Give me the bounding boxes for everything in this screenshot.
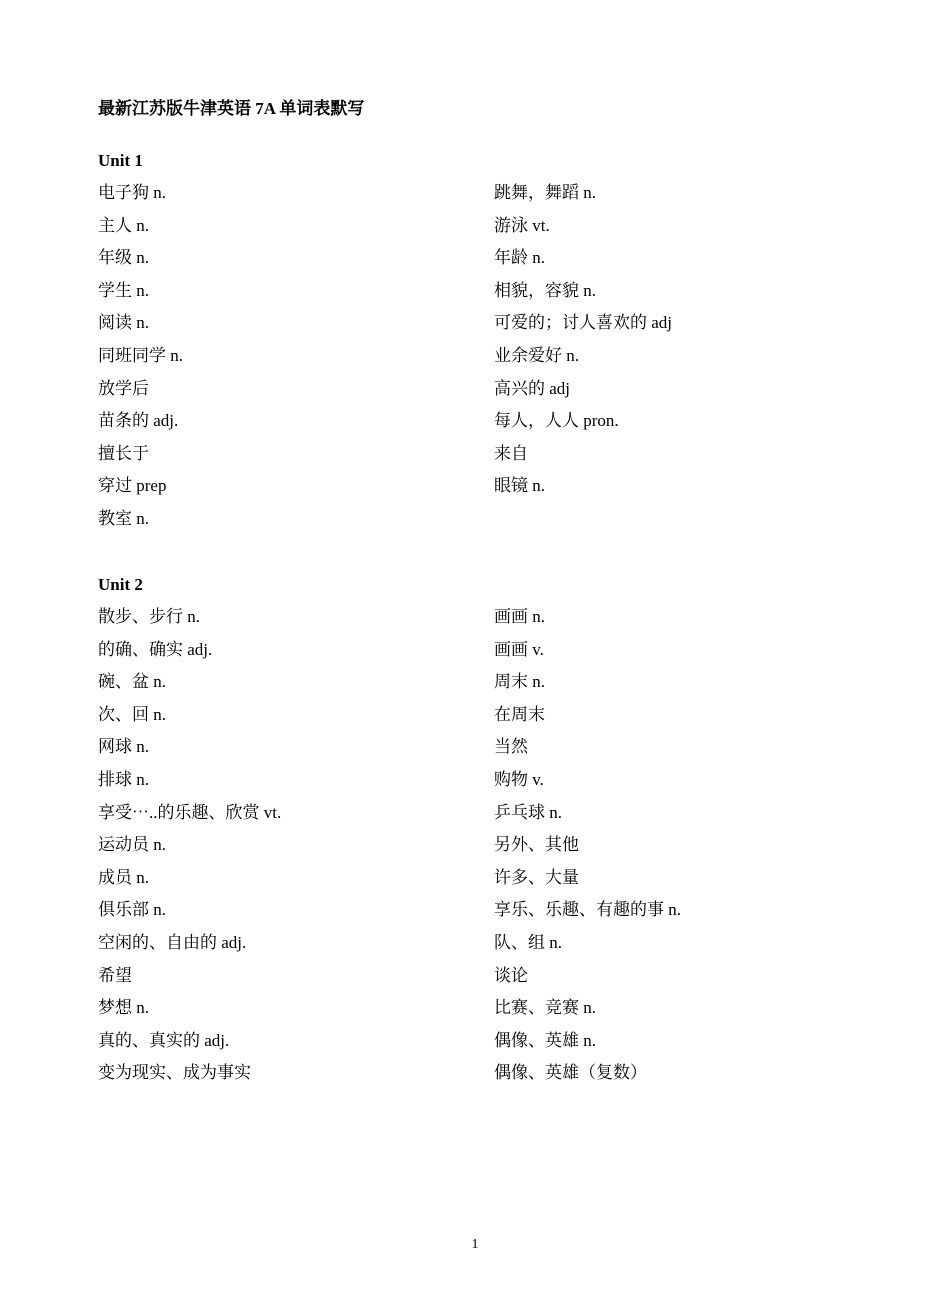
word-item: 享乐、乐趣、有趣的事 n. — [494, 900, 681, 920]
word-item: 偶像、英雄（复数） — [494, 1063, 647, 1083]
word-item: 画画 v. — [494, 639, 544, 659]
word-item: 乒乓球 n. — [494, 802, 562, 822]
word-item: 俱乐部 n. — [98, 900, 166, 920]
unit-1-word-list — [98, 182, 858, 541]
word-item: 年龄 n. — [494, 248, 545, 268]
word-item: 可爱的；讨人喜欢的 adj — [494, 313, 673, 333]
word-item: 享受⋯..的乐趣、欣赏 vt. — [98, 802, 282, 822]
word-item: 空闲的、自由的 adj. — [98, 932, 247, 952]
word-item: 周末 n. — [494, 672, 545, 692]
word-item: 相貌，容貌 n. — [494, 280, 596, 300]
word-item: 变为现实、成为事实 — [98, 1063, 251, 1083]
word-item: 每人，人人 pron. — [494, 411, 619, 431]
unit-2-section — [98, 574, 858, 1095]
word-item: 来自 — [494, 443, 528, 463]
page-number: 1 — [471, 1237, 479, 1252]
word-item: 队、组 n. — [494, 932, 562, 952]
unit-1-heading: Unit 1 — [98, 151, 143, 170]
word-item: 放学后 — [98, 378, 149, 398]
word-item: 购物 v. — [494, 769, 544, 789]
word-item: 电子狗 n. — [98, 183, 166, 202]
unit-1-section — [98, 150, 858, 541]
word-item: 运动员 n. — [98, 835, 166, 855]
unit-2-word-list — [98, 606, 858, 1095]
word-item: 次、回 n. — [98, 704, 166, 724]
unit-2-heading: Unit 2 — [98, 575, 143, 594]
word-item: 另外、其他 — [494, 835, 579, 855]
word-item: 高兴的 adj — [494, 378, 571, 398]
document-title: 最新江苏版牛津英语 7A 单词表默写 — [98, 99, 365, 118]
word-item: 眼镜 n. — [494, 476, 545, 496]
word-item: 许多、大量 — [494, 867, 579, 887]
word-item: 阅读 n. — [98, 313, 149, 333]
word-item: 穿过 prep — [98, 476, 167, 496]
word-item: 教室 n. — [98, 508, 149, 528]
word-item: 主人 n. — [98, 215, 149, 235]
word-item: 同班同学 n. — [98, 345, 183, 365]
word-item: 谈论 — [494, 965, 528, 985]
word-item: 当然 — [494, 737, 528, 757]
word-item-empty — [494, 508, 858, 541]
word-item: 年级 n. — [98, 248, 149, 268]
word-item: 画画 n. — [494, 607, 545, 626]
word-item: 学生 n. — [98, 280, 149, 300]
word-item: 散步、步行 n. — [98, 607, 200, 626]
word-item: 苗条的 adj. — [98, 411, 179, 431]
word-item: 排球 n. — [98, 769, 149, 789]
word-item: 网球 n. — [98, 737, 149, 757]
word-item: 擅长于 — [98, 443, 149, 463]
word-item: 跳舞，舞蹈 n. — [494, 183, 596, 202]
word-item: 碗、盆 n. — [98, 672, 166, 692]
word-item: 梦想 n. — [98, 998, 149, 1018]
word-item: 在周末 — [494, 704, 545, 724]
word-item: 游泳 vt. — [494, 215, 550, 235]
word-item: 成员 n. — [98, 867, 149, 887]
word-item: 业余爱好 n. — [494, 345, 579, 365]
word-item: 比赛、竞赛 n. — [494, 998, 596, 1018]
word-item: 偶像、英雄 n. — [494, 1030, 596, 1050]
word-item: 真的、真实的 adj. — [98, 1030, 230, 1050]
word-item: 的确、确实 adj. — [98, 639, 213, 659]
word-item: 希望 — [98, 965, 132, 985]
